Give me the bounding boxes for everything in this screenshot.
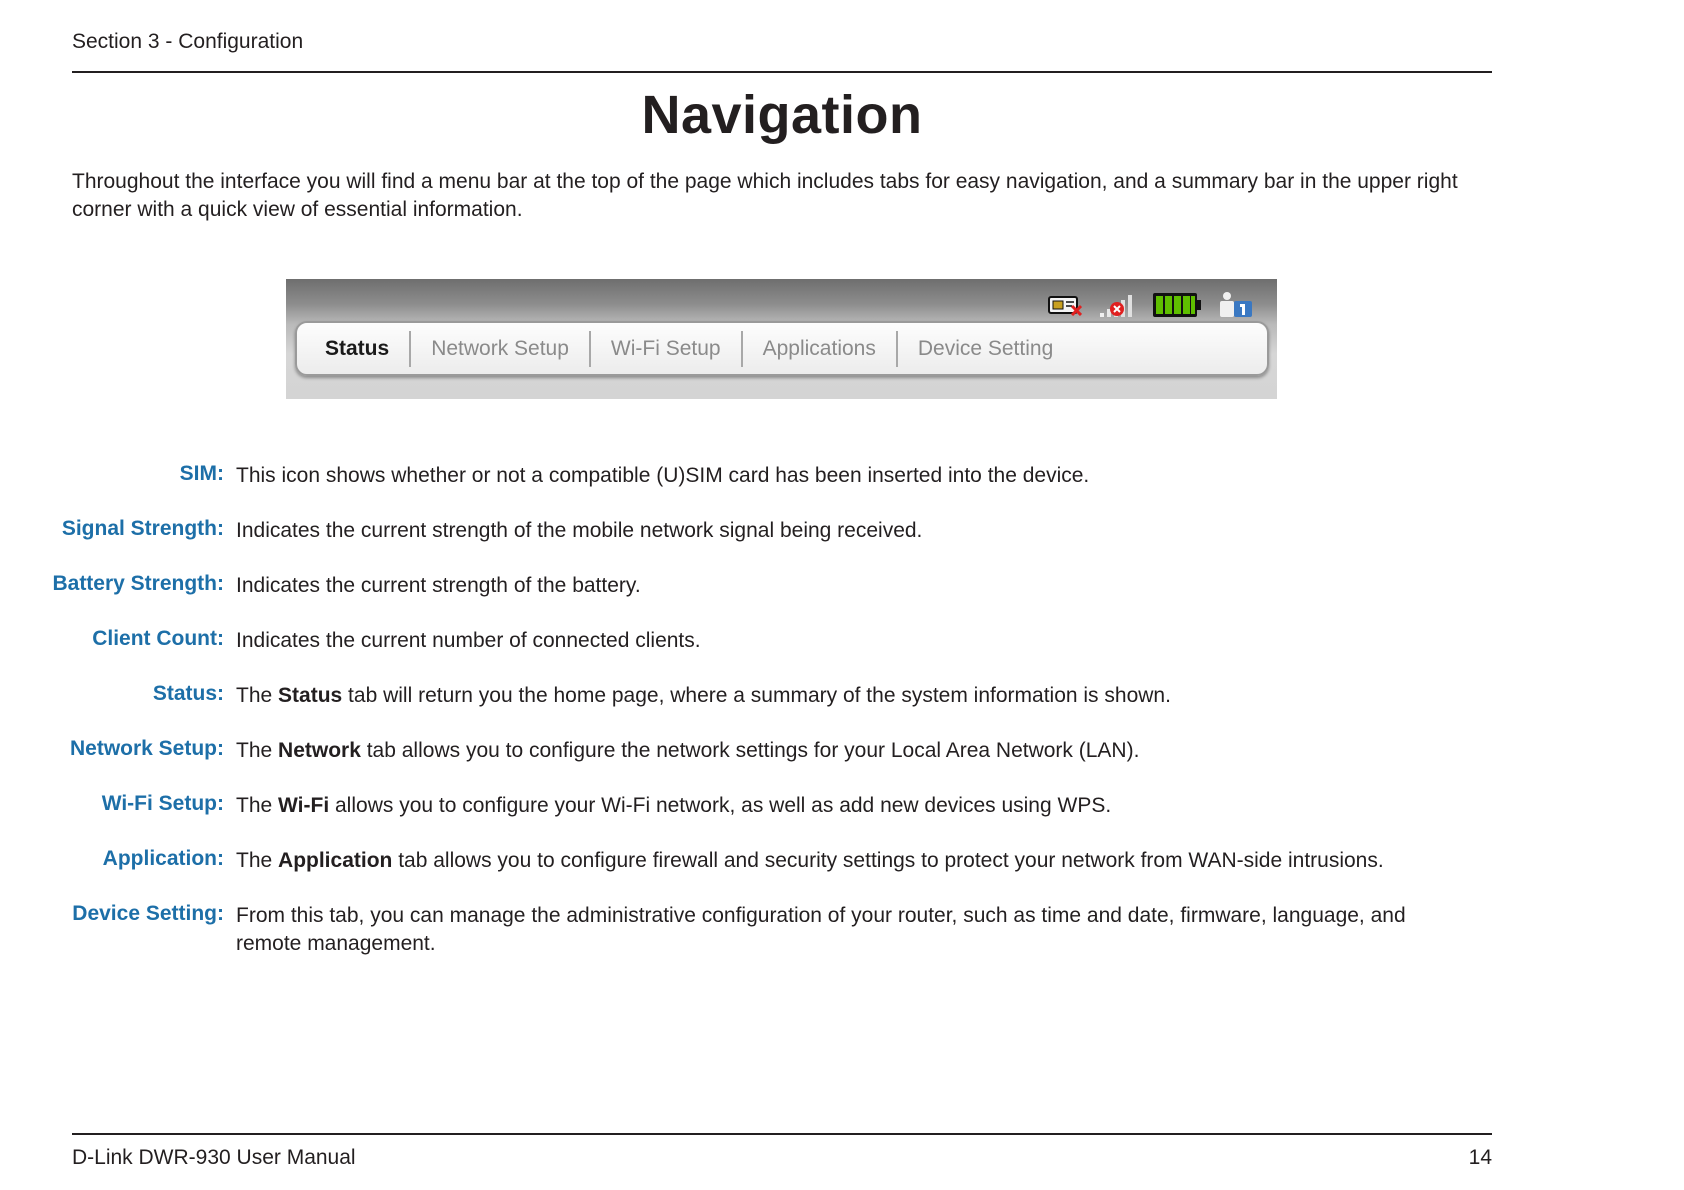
definition-description: This icon shows whether or not a compatible (U)SIM card has been inserted into the device.: [236, 464, 1090, 487]
definition-term: Application:: [102, 847, 224, 870]
definition-term: SIM:: [179, 462, 224, 485]
definition-term: Network Setup:: [69, 737, 224, 760]
tab-applications[interactable]: Applications: [743, 331, 898, 367]
definition-term: Wi-Fi Setup:: [101, 792, 224, 815]
footer-rule: [72, 1133, 1492, 1135]
definition-term: Status:: [152, 682, 224, 705]
tab-network-setup[interactable]: Network Setup: [411, 331, 591, 367]
footer-page-number: 14: [1468, 1146, 1492, 1169]
intro-paragraph: Throughout the interface you will find a menu bar at the top of the page which includes tabs for easy navigation, and a summary bar in the upper right corner with a quick view of essential information.: [72, 170, 1458, 221]
definition-description: The Network tab allows you to configure the network settings for your Local Area Network (LAN).: [236, 739, 1140, 762]
definition-term: Battery Strength:: [52, 572, 224, 595]
definition-term: Device Setting:: [72, 902, 224, 925]
definition-description: Indicates the current number of connected clients.: [236, 629, 701, 652]
section-header: Section 3 - Configuration: [72, 30, 304, 53]
header-rule: [72, 71, 1492, 73]
tab-bar: [295, 321, 1269, 376]
definition-description: From this tab, you can manage the administrative configuration of your router, such as time and date, firmware, language, and remote management.: [236, 904, 1406, 955]
client-count-icon[interactable]: [1218, 291, 1254, 319]
page-title: Navigation: [641, 85, 923, 145]
signal-none-icon[interactable]: [1098, 292, 1136, 318]
definition-description: The Status tab will return you the home page, where a summary of the system information is shown.: [236, 684, 1171, 707]
tab-status[interactable]: Status: [305, 331, 411, 367]
definition-description: The Wi-Fi allows you to configure your Wi-Fi network, as well as add new devices using WPS.: [236, 794, 1112, 817]
summary-bar: [1048, 291, 1254, 319]
tab-wifi-setup[interactable]: Wi-Fi Setup: [591, 331, 743, 367]
definition-term: Client Count:: [92, 627, 224, 650]
footer-manual-name: D-Link DWR-930 User Manual: [72, 1146, 356, 1169]
sim-card-error-icon[interactable]: [1048, 294, 1082, 316]
tab-device-setting[interactable]: Device Setting: [917, 336, 1054, 360]
definition-description: Indicates the current strength of the battery.: [236, 574, 641, 597]
battery-full-icon[interactable]: [1152, 291, 1202, 319]
definition-description: The Application tab allows you to configure firewall and security settings to protect your network from WAN-side intrusions.: [236, 849, 1384, 872]
menu-bar-screenshot: [286, 279, 1277, 399]
definition-term: Signal Strength:: [61, 517, 224, 540]
definition-description: Indicates the current strength of the mobile network signal being received.: [236, 519, 923, 542]
